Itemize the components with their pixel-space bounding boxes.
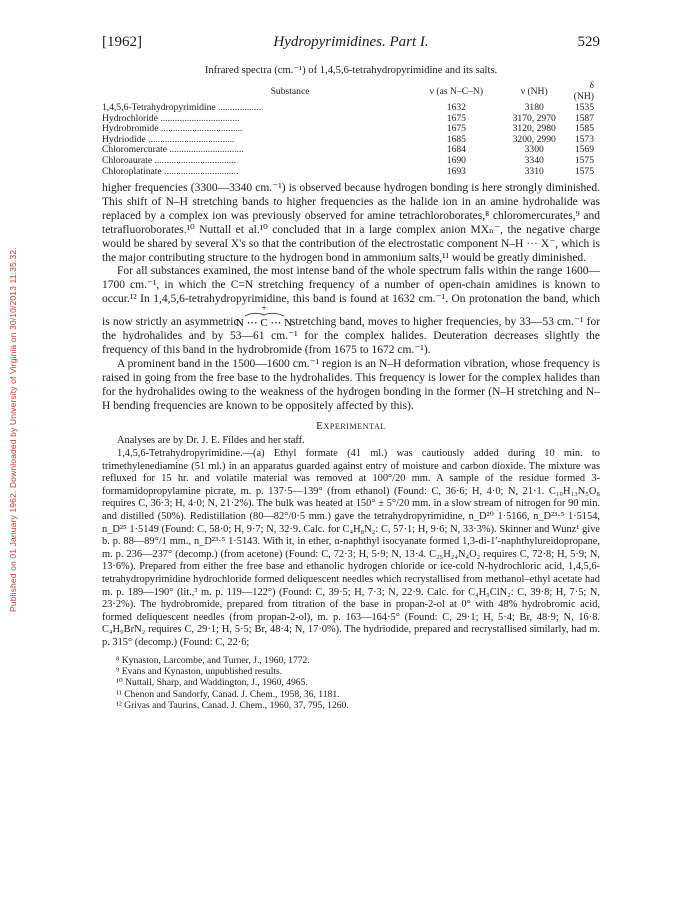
cell-dNH: 1573 — [574, 133, 594, 145]
substance-label: Hydrochloride — [102, 112, 158, 124]
substance-name: Hydrochloride ................................. — [102, 112, 240, 124]
amidinium-formula — [235, 303, 292, 330]
cell-nCN: 1675 — [446, 112, 466, 124]
substance-name: Chloromercurate ............................... — [102, 144, 244, 156]
cell-dNH: 1585 — [574, 123, 594, 135]
footnote: ¹¹ Chenon and Sandorfy, Canad. J. Chem., 1958, 36, 1181. — [116, 688, 340, 700]
cell-dNH: 1575 — [574, 154, 594, 166]
substance-label: Hydrobromide — [102, 123, 159, 135]
cell-dNH: 1535 — [574, 102, 594, 113]
paragraph — [102, 265, 600, 357]
footnote: ⁹ Evans and Kynaston, unpublished results. — [116, 665, 283, 677]
substance-name: Chloroaurate .................................. — [102, 154, 237, 166]
paragraph-text: For all substances examined, the most intense band of the whole spectrum falls within the range 1600—1700 cm.⁻¹, in which the C=N stretching frequency of a number of open-chain amidines is known to occur.¹² In 1,4,5,6-tetrahydropyrimidine, this band is found at 1632 cm.⁻¹. On protonation the band, which is now strictly an asymmetric — [102, 265, 600, 329]
paragraph: A prominent band in the 1500—1600 cm.⁻¹ region is an N–H deformation vibration, whose frequency is raised in going from the free base to the hydrohalides. This frequency is lower for the complex halides than for the hydrohalides owing to the weakness of the hydrogen bonding in the former (N–H stretching and N–H bending frequencies are known to be oppositely affected by this). — [102, 357, 600, 412]
substance-label: Chloroplatinate — [102, 165, 162, 177]
article-body — [102, 182, 600, 712]
substance-label: Hydriodide — [102, 133, 146, 145]
svg-text:+: + — [261, 303, 267, 314]
col-header-nCN: ν (as N–C–N) — [429, 85, 484, 97]
cell-nNH: 3310 — [524, 165, 544, 177]
cell-nCN: 1693 — [446, 165, 466, 177]
paragraph: higher frequencies (3300—3340 cm.⁻¹) is observed because hydrogen bonding is here strongly diminished. This shift of N–H stretching bands to higher frequencies as the halide ion in an amine hydrohalide was replaced by a complex ion was previously observed for amine tetrachloroborates,⁸ chloromercurates,⁹ and tetrafluoroborates.¹⁰ Nuttall et al.¹⁰ concluded that in a large complex anion MXₙ⁻, the negative charge would be shared by several X's so that the contribution of the electrostatic component N–H ··· X⁻, which is the major contributing structure to the hydrogen bond in ammonium salts,¹¹ would be greatly diminished. — [102, 182, 600, 264]
cell-nNH: 3170, 2970 — [512, 112, 556, 124]
cell-nCN: 1685 — [446, 133, 466, 145]
cell-dNH: 1575 — [574, 165, 594, 177]
footnote: ¹² Grivas and Taurins, Canad. J. Chem., 1960, 37, 795, 1260. — [116, 700, 349, 712]
header-title: Hydropyrimidines. Part I. — [273, 34, 429, 50]
cell-nCN: 1632 — [446, 102, 466, 113]
substance-name: Hydriodide .................................... — [102, 133, 235, 145]
paragraph-text: stretching band, moves to higher frequencies, by 33—53 cm.⁻¹ for the hydrohalides and by 53—61 cm.⁻¹ for the complex halides. Deuteration decreases slightly the frequency of this band in the hydrobromide (from 1675 to 1672 cm.⁻¹). — [102, 316, 601, 356]
table-row — [102, 167, 600, 178]
footnote: ¹⁰ Nuttall, Sharp, and Waddington, J., 1960, 4965. — [116, 677, 308, 689]
download-watermark: Published on 01 January 1962. Downloaded by University of Virginia on 30/10/2013 11:35:32. — [8, 247, 18, 613]
cell-nNH: 3200, 2990 — [512, 133, 556, 145]
paragraph: Analyses are by Dr. J. E. Fildes and her staff. — [117, 435, 305, 447]
substance-name: Chloroplatinate ............................... — [102, 165, 239, 177]
cell-nNH: 3340 — [524, 154, 544, 166]
substance-label: Chloroaurate — [102, 154, 153, 166]
paragraph: 1,4,5,6-Tetrahydropyrimidine.—(a) Ethyl formate (41 ml.) was cautiously added during 10 min. to trimethylenediamine (51 ml.) in an apparatus guarded against entry of moisture and carbon dioxide. The mixture was refluxed for 15 hr. and volatile material was removed at 100°/20 mm. A sample of the residue formed 3-formamidopropylamine picrate, m. p. 137·5—139° (from ethanol) (Found: C, 36·6; H, 4·0; N, 21·1. C₁₀H₁₃N₅O₈ requires C, 36·3; H, 4·0; N, 21·2%). The bulk was heated at 150° ± 5°/20 mm. in a slow stream of nitrogen for 90 min. and distilled (50%). Redistillation (80—82°/0·5 mm.) gave the tetrahydropyrimidine, n_D²⁰ 1·5166, n_D²³·⁵ 1·5154, n_D²⁵ 1·5149 (Found: C, 58·0; H, 9·7; N, 32·9. Calc. for C₄H₈N₂: C, 57·1; H, 9·6; N, 33·3%). Skinner and Wunz¹ give b. p. 88—89°/1 mm., n_D²³·⁵ 1·5143. With it, in ether, α-naphthyl isocyanate formed 1,3-di-1′-naphthylureidopropane, m. p. 236—237° (decomp.) (from acetone) (Found: C, 72·3; H, 5·9; N, 13·4. C₂₅H₂₄N₄O₂ requires C, 72·8; H, 5·9; N, 13·6%). Prepared from either the free base and ethanolic hydrogen chloride or ice-cold N-hydrochloric acid, 1,4,5,6-tetrahydropyrimidine hydrochloride formed deliquescent needles which recrystallised from methanol–ethyl acetate had m. p. 189—190° (lit.,³ m. p. 119—122°) (Found: C, 39·5; H, 7·3; N, 22·9. Calc. for C₄H₉ClN₂: C, 39·8; H, 7·5; N, 23·2%). The hydrobromide, prepared from titration of the base in propan-2-ol at 0° with 48% hydrobromic acid, formed deliquescent needles (from propan-2-ol), m. p. 163—164·5° (Found: C, 29·1; H, 5·4; Br, 48·9; N, 16·8. C₄H₉BrN₂ requires C, 29·1; H, 5·5; Br, 48·4; N, 17·0%). The hydriodide, prepared and recrystallised similarly, had m. p. 315° (decomp.) (Found: C, 22·6; — [102, 448, 600, 648]
footnote: ⁸ Kynaston, Larcombe, and Turner, J., 1960, 1772. — [116, 654, 310, 666]
cell-dNH: 1587 — [574, 112, 594, 124]
cell-nCN: 1684 — [446, 144, 466, 156]
col-header-nNH: ν (NH) — [520, 85, 548, 97]
section-heading: Experimental — [316, 419, 386, 432]
header-year: [1962] — [102, 34, 142, 50]
page-content — [102, 0, 600, 912]
formula-text: N ⋯ C ⋯ N — [235, 317, 292, 330]
cell-nCN: 1675 — [446, 123, 466, 135]
page-number: 529 — [577, 34, 600, 50]
substance-label: Chloromercurate — [102, 144, 167, 156]
ir-spectra-table — [102, 80, 600, 177]
substance-label: 1,4,5,6-Tetrahydropyrimidine — [102, 102, 216, 113]
cell-nNH: 3120, 2980 — [512, 123, 556, 135]
table-caption: Infrared spectra (cm.⁻¹) of 1,4,5,6-tetrahydropyrimidine and its salts. — [204, 65, 498, 76]
substance-name: 1,4,5,6-Tetrahydropyrimidine .................. — [102, 102, 262, 113]
table-header-row — [102, 80, 600, 103]
substance-name: Hydrobromide .................................. — [102, 123, 243, 135]
footnotes — [102, 655, 600, 712]
table-body — [102, 103, 600, 177]
cell-nNH: 3300 — [524, 144, 544, 156]
col-header-substance: Substance — [270, 85, 310, 97]
cell-nCN: 1690 — [446, 154, 466, 166]
col-header-dNH: δ (NH) — [573, 80, 594, 102]
cell-nNH: 3180 — [524, 102, 544, 113]
cell-dNH: 1569 — [574, 144, 594, 156]
